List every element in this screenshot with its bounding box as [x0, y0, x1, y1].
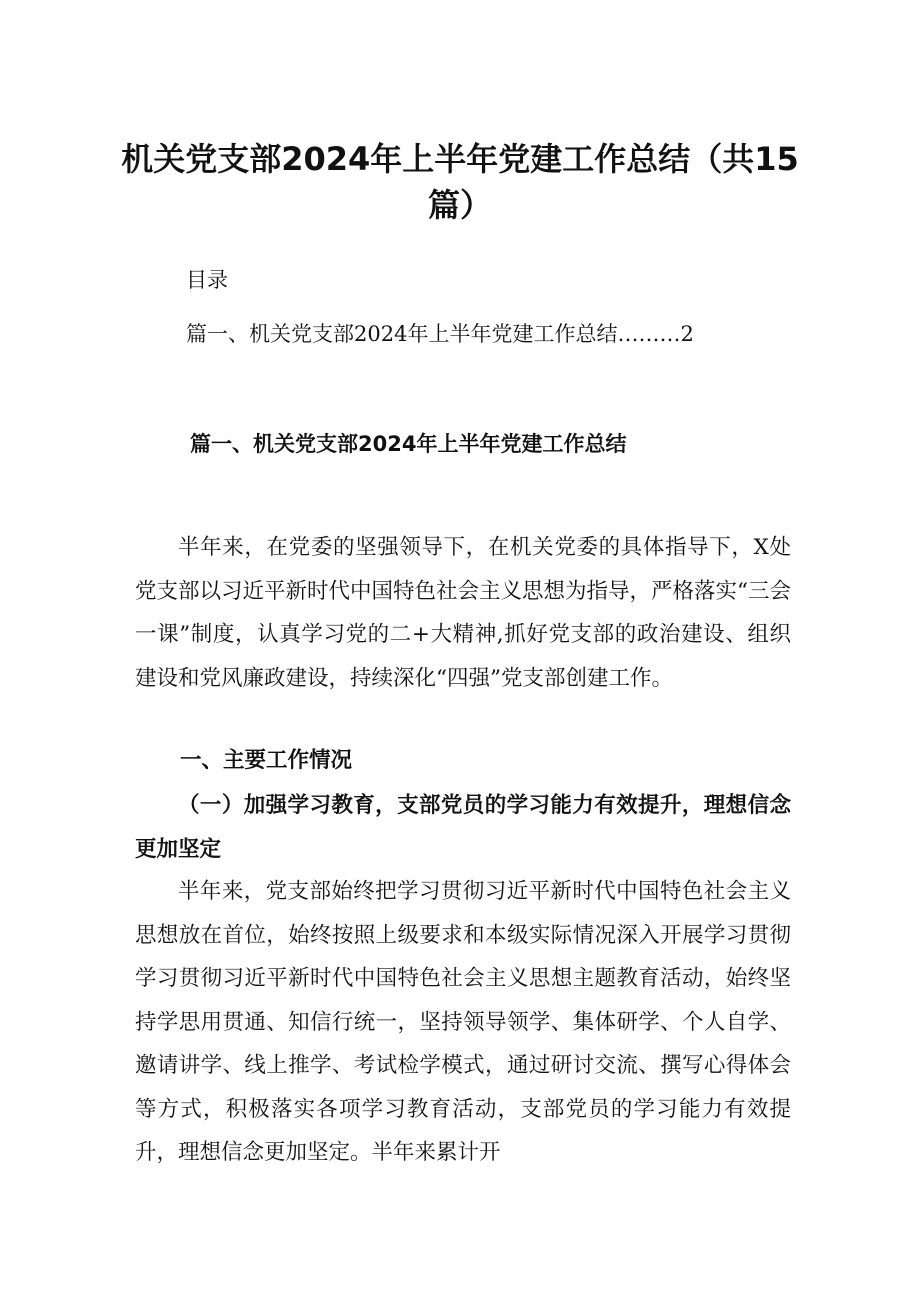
- document-title: 机关党支部2024年上半年党建工作总结（共15篇）: [121, 140, 799, 224]
- section-title: 篇一、机关党支部2024年上半年党建工作总结: [190, 432, 627, 456]
- toc-entry[interactable]: 篇一、机关党支部2024年上半年党建工作总结………2: [186, 322, 694, 346]
- toc-heading: 目录: [186, 268, 228, 292]
- heading-main-work: 一、主要工作情况: [180, 748, 353, 773]
- body-paragraph: 半年来，党支部始终把学习贯彻习近平新时代中国特色社会主义思想放在首位，始终按照上级要求和本级实际情况深入开展学习贯彻学习贯彻习近平新时代中国特色社会主义思想主题教育活动，始终坚持学思用贯通、知信行统一，坚持领导领学、集体研学、个人自学、邀请讲学、线上推学、考试检学模式，通过研讨交流、撰写心得体会等方式，积极落实各项学习教育活动，支部党员的学习能力有效提升，理想信念更加坚定。半年来累计开: [135, 879, 791, 1165]
- intro-paragraph: 半年来，在党委的坚强领导下，在机关党委的具体指导下，X处党支部以习近平新时代中国特色社会主义思想为指导，严格落实“三会一课”制度，认真学习党的二+大精神,抓好党支部的政治建设、组织建设和党风廉政建设，持续深化“四强”党支部创建工作。: [135, 535, 791, 691]
- subheading-study-education: （一）加强学习教育，支部党员的学习能力有效提升，理想信念更加坚定: [135, 793, 791, 862]
